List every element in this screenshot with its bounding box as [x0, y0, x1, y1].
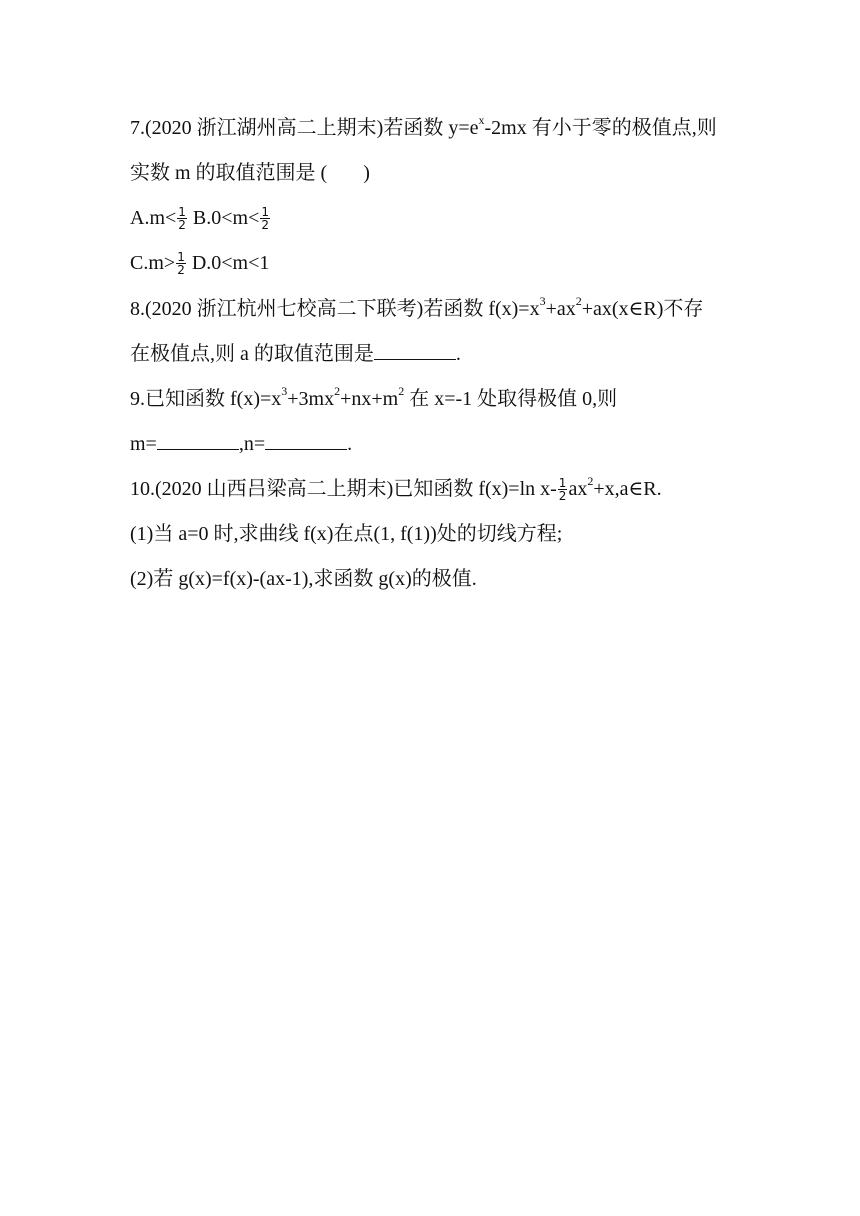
q8-line-2 [130, 341, 461, 367]
q8-text-1b: +ax [545, 298, 576, 320]
q7-option-b: B.0<m< [187, 207, 260, 229]
q9-text-end: . [347, 433, 353, 455]
q10-line-1 [130, 476, 662, 503]
q10-part-2-text: (2)若 g(x)=f(x)-(ax-1),求函数 g(x)的极值. [130, 568, 477, 590]
fraction-denominator: 2 [177, 262, 185, 277]
q7-text-1b: -2mx 有小于零的极值点,则 [484, 117, 717, 139]
q8-text-2b: . [455, 343, 461, 365]
fraction-denominator: 2 [558, 488, 567, 503]
q7-text-1a: 7.(2020 浙江湖州高二上期末)若函数 y=e [130, 117, 479, 139]
q9-text-1b: +3mx [287, 388, 335, 410]
fraction-numerator: 1 [177, 249, 185, 264]
q7-option-b-fraction [260, 206, 270, 231]
q7-text-2a: 实数 m 的取值范围是 ( [130, 162, 328, 184]
q9-n-label: ,n= [238, 433, 266, 455]
q10-part-2 [130, 566, 477, 592]
q10-text-1b: ax [568, 478, 588, 500]
fraction-denominator: 2 [261, 217, 270, 232]
q8-text-1c: +ax(x∈R)不存 [581, 298, 704, 320]
q8-line-1 [130, 296, 703, 322]
q8-exponent-1: 3 [539, 294, 546, 309]
q9-m-answer-blank[interactable] [157, 431, 239, 450]
q9-m-label: m= [130, 433, 157, 455]
q10-text-1a: 10.(2020 山西吕梁高二上期末)已知函数 f(x)=ln x- [130, 478, 557, 500]
fraction-numerator: 1 [558, 475, 567, 490]
q7-option-c-fraction [176, 251, 186, 276]
q9-text-1a: 9.已知函数 f(x)=x [130, 388, 282, 410]
q9-exponent-1: 3 [281, 384, 288, 399]
q8-answer-blank[interactable] [374, 341, 456, 360]
q8-text-1a: 8.(2020 浙江杭州七校高二下联考)若函数 f(x)=x [130, 298, 540, 320]
q10-part-1-text: (1)当 a=0 时,求曲线 f(x)在点(1, f(1))处的切线方程; [130, 523, 563, 545]
q9-exponent-2: 2 [334, 384, 341, 399]
q7-option-a: A.m< [130, 207, 177, 229]
q7-exponent: x [478, 113, 485, 128]
q8-text-2a: 在极值点,则 a 的取值范围是 [130, 343, 374, 365]
q7-options-cd [130, 250, 269, 277]
q9-exponent-3: 2 [398, 384, 405, 399]
q7-line-2 [130, 160, 370, 186]
q9-line-1 [130, 386, 617, 412]
fraction-numerator: 1 [261, 204, 270, 219]
q10-text-1c: +x,a∈R. [593, 478, 662, 500]
q7-option-c: C.m> [130, 252, 176, 274]
q7-text-2b: ) [363, 162, 370, 184]
q9-text-1d: 在 x=-1 处取得极值 0,则 [404, 388, 618, 410]
q7-options-ab [130, 205, 271, 232]
q9-text-1c: +nx+m [340, 388, 399, 410]
q10-fraction [558, 477, 568, 502]
fraction-denominator: 2 [178, 217, 186, 232]
q7-option-a-fraction [177, 206, 187, 231]
q7-option-d: D.0<m<1 [186, 252, 270, 274]
q9-n-answer-blank[interactable] [265, 431, 347, 450]
q8-exponent-2: 2 [575, 294, 582, 309]
q10-part-1 [130, 521, 562, 547]
q7-line-1 [130, 115, 717, 141]
fraction-numerator: 1 [178, 204, 186, 219]
q9-line-2 [130, 431, 352, 457]
q10-exponent: 2 [587, 474, 594, 489]
